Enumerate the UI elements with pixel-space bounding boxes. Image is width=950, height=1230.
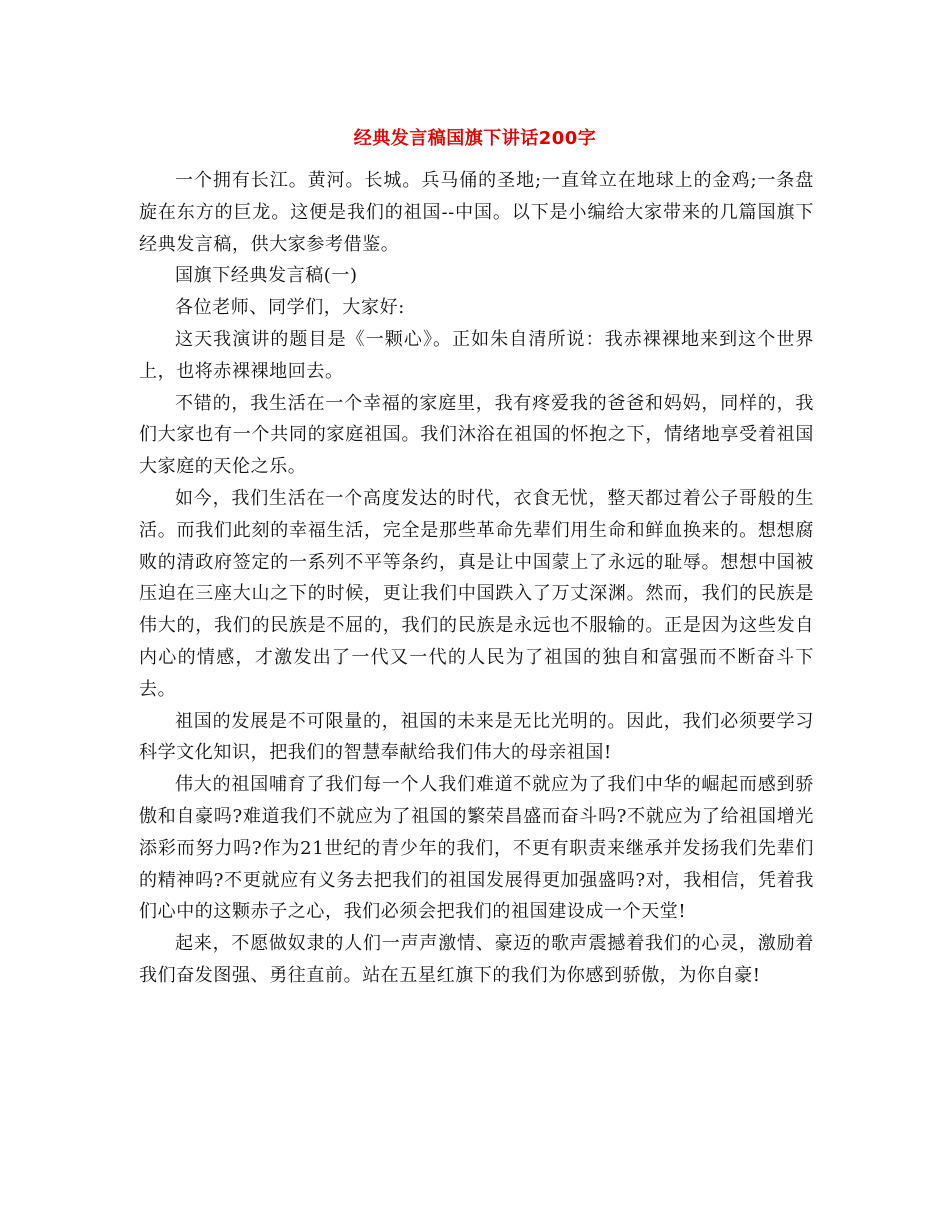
paragraph-section-heading: 国旗下经典发言稿(一) (175, 265, 358, 287)
paragraph-history: 如今，我们生活在一个高度发达的时代，衣食无忧，整天都过着公子哥般的生活。而我们此刻的幸福生活，完全是那些革命先辈们用生命和鲜血换来的。想想腐败的清政府签定的一系列不平等条约，真是让中国蒙上了永远的耻辱。想想中国被压迫在三座大山之下的时候，更让我们中国跌入了万丈深渊。然而，我们的民族是伟大的，我们的民族是不屈的，我们的民族是永远也不服输的。正是因为这些发自内心的情感，才激发出了一代又一代的人民为了祖国的独自和富强而不断奋斗下去。 (139, 487, 814, 700)
paragraph-future: 祖国的发展是不可限量的，祖国的未来是无比光明的。因此，我们必须要学习科学文化知识，把我们的智慧奉献给我们伟大的母亲祖国! (139, 710, 814, 764)
paragraph-pride: 伟大的祖国哺育了我们每一个人我们难道不就应为了我们中华的崛起而感到骄傲和自豪吗?难道我们不就应为了祖国的繁荣昌盛而奋斗吗?不就应为了给祖国增光添彩而努力吗?作为21世纪的青少年的我们，不更有职责来继承并发扬我们先辈们的精神吗?不更就应有义务去把我们的祖国发展得更加强盛吗?对，我相信，凭着我们心中的这颗赤子之心，我们必须会把我们的祖国建设成一个天堂! (139, 774, 814, 923)
paragraph-greeting: 各位老师、同学们，大家好: (175, 297, 405, 319)
paragraph-topic: 这天我演讲的题目是《一颗心》。正如朱自清所说：我赤裸裸地来到这个世界上，也将赤裸裸地回去。 (139, 328, 814, 382)
paragraph-closing: 起来，不愿做奴隶的人们一声声激情、豪迈的歌声震撼着我们的心灵，激励着我们奋发图强、勇往直前。站在五星红旗下的我们为你感到骄傲，为你自豪! (139, 933, 814, 986)
paragraph-family: 不错的，我生活在一个幸福的家庭里，我有疼爱我的爸爸和妈妈，同样的，我们大家也有一个共同的家庭祖国。我们沐浴在祖国的怀抱之下，情绪地享受着祖国大家庭的天伦之乐。 (139, 392, 814, 478)
document-title: 经典发言稿国旗下讲话200字 (353, 128, 597, 149)
paragraph-intro: 一个拥有长江。黄河。长城。兵马俑的圣地;一直耸立在地球上的金鸡;一条盘旋在东方的巨龙。这便是我们的祖国--中国。以下是小编给大家带来的几篇国旗下经典发言稿，供大家参考借鉴。 (139, 170, 814, 255)
document-body (139, 165, 814, 992)
